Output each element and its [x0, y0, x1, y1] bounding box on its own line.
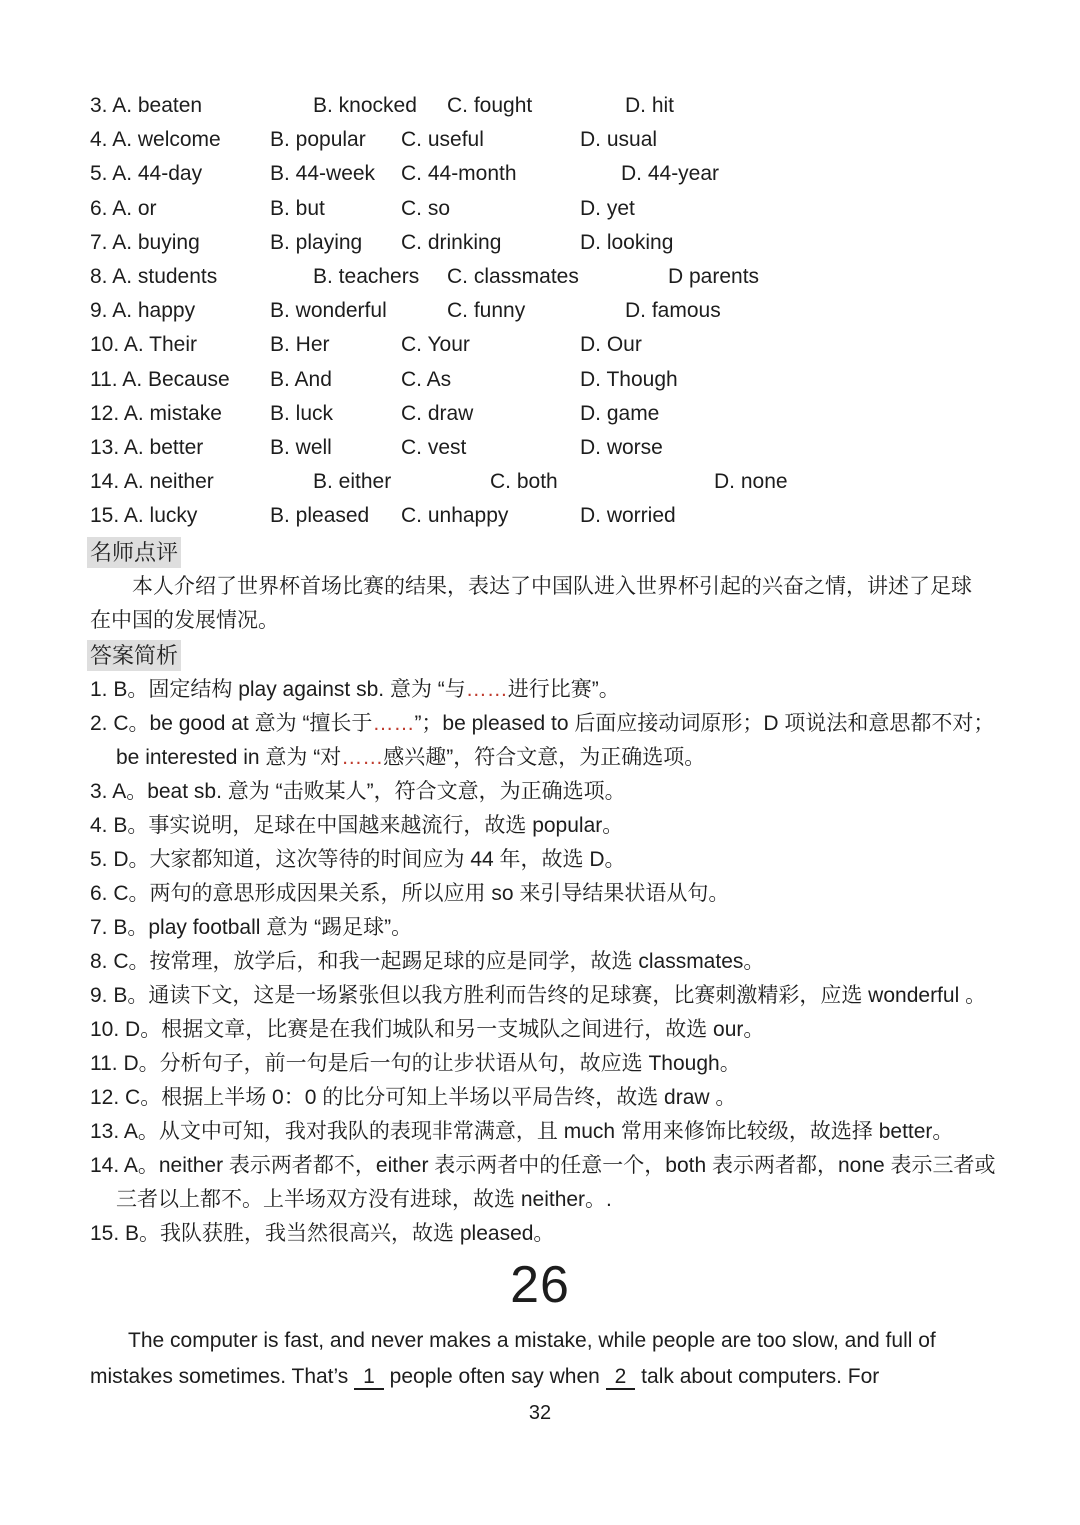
- section-title-teacher-review: 名师点评: [87, 537, 181, 568]
- text-segment: 6. C。两句的意思形成因果关系，所以应用 so 来引导结果状语从句。: [90, 882, 730, 906]
- text-segment: ”；be pleased to 后面应接动词原形；D 项说法和意思都不对；be interested in 意为 “对: [116, 712, 995, 770]
- text-segment: 10. D。根据文章，比赛是在我们城队和另一支城队之间进行，故选 our。: [90, 1018, 765, 1042]
- option-cell-d: D. worse: [580, 435, 663, 459]
- text-segment: people often say when: [383, 1365, 606, 1389]
- analysis-list: [90, 673, 996, 1251]
- option-row: [90, 499, 990, 533]
- option-row: [90, 294, 990, 328]
- option-cell-a: 5. A. 44-day: [90, 162, 203, 186]
- text-segment: The computer is fast, and never makes a mistake, while people are too slow, and full of mistakes sometimes. That’s: [90, 1329, 936, 1389]
- option-cell-a: 9. A. happy: [90, 299, 196, 323]
- analysis-item: [90, 775, 1016, 809]
- text-segment: talk about computers. For: [635, 1365, 880, 1389]
- option-cell-b: B. 44-week: [270, 162, 376, 186]
- text-segment: 9. B。通读下文，这是一场紧张但以我方胜利而告终的足球赛，比赛刺激精彩，应选 wonderful 。: [90, 984, 987, 1008]
- option-cell-c: C. useful: [401, 128, 484, 152]
- blank-number: 1: [354, 1365, 384, 1390]
- option-row: [90, 363, 990, 397]
- text-segment: 进行比赛”。: [507, 678, 620, 702]
- option-cell-b: B. popular: [270, 128, 366, 152]
- option-cell-a: 8. A. students: [90, 264, 218, 288]
- analysis-item: [90, 707, 1016, 775]
- option-row: [90, 465, 990, 499]
- option-cell-b: B. wonderful: [270, 299, 387, 323]
- analysis-item: [90, 911, 1016, 945]
- analysis-item: [90, 843, 1016, 877]
- option-row: [90, 260, 990, 294]
- text-segment: 12. C。根据上半场 0：0 的比分可知上半场以平局告终，故选 draw 。: [90, 1086, 737, 1110]
- text-segment: 1. B。固定结构 play against sb. 意为 “与: [90, 678, 466, 702]
- analysis-item: [90, 809, 1016, 843]
- option-cell-d: D. 44-year: [621, 162, 720, 186]
- option-cell-b: B. pleased: [270, 504, 370, 528]
- option-cell-a: 3. A. beaten: [90, 94, 203, 117]
- option-row: [90, 397, 990, 431]
- passage-number-heading: 26: [510, 1256, 570, 1315]
- option-cell-c: C. unhappy: [401, 504, 509, 528]
- option-cell-b: B. And: [270, 367, 332, 391]
- option-cell-d: D. none: [714, 470, 788, 494]
- option-cell-b: B. either: [313, 470, 392, 494]
- text-segment: 14. A。neither 表示两者都不，either 表示两者中的任意一个，both 表示两者都，none 表示三者或三者以上都不。上半场双方没有进球，故选 neither。.: [90, 1154, 996, 1212]
- option-cell-c: C. fought: [447, 94, 533, 117]
- text-segment: 15. B。我队获胜，我当然很高兴，故选 pleased。: [90, 1222, 555, 1246]
- text-segment: 2. C。be good at 意为 “擅长于: [90, 712, 373, 736]
- option-row: [90, 328, 990, 362]
- option-row: [90, 226, 990, 260]
- analysis-item: [90, 877, 1016, 911]
- text-segment: 11. D。分析句子，前一句是后一句的让步状语从句，故应选 Though。: [90, 1052, 741, 1076]
- option-cell-a: 15. A. lucky: [90, 504, 198, 528]
- analysis-item: [90, 1013, 1016, 1047]
- option-cell-c: C. vest: [401, 435, 467, 459]
- option-cell-a: 13. A. better: [90, 435, 204, 459]
- option-cell-b: B. well: [270, 435, 332, 459]
- option-cell-c: C. Your: [401, 333, 470, 357]
- option-cell-b: B. but: [270, 196, 325, 220]
- option-row: [90, 89, 990, 123]
- option-cell-d: D. famous: [625, 299, 721, 323]
- analysis-item: [90, 1081, 1016, 1115]
- text-segment: 13. A。从文中可知，我对我队的表现非常满意，且 much 常用来修饰比较级，故选择 better。: [90, 1120, 954, 1144]
- option-cell-d: D parents: [668, 264, 760, 288]
- option-cell-d: D. looking: [580, 230, 674, 254]
- analysis-item: [90, 673, 1016, 707]
- passage-paragraph: [90, 1323, 990, 1395]
- option-cell-a: 6. A. or: [90, 196, 157, 220]
- option-cell-d: D. usual: [580, 128, 658, 152]
- option-cell-c: C. funny: [447, 299, 526, 323]
- blank-number: 2: [606, 1365, 636, 1390]
- analysis-item: [90, 1149, 1016, 1217]
- option-cell-b: B. knocked: [313, 94, 417, 117]
- option-cell-b: B. luck: [270, 401, 334, 425]
- analysis-item: [90, 1115, 1016, 1149]
- teacher-review-text: 本人介绍了世界杯首场比赛的结果，表达了中国队进入世界杯引起的兴奋之情，讲述了足球在中国的发展情况。: [90, 575, 972, 633]
- red-ellipsis: ……: [341, 746, 384, 770]
- option-cell-b: B. teachers: [313, 264, 420, 288]
- option-cell-c: C. classmates: [447, 264, 579, 288]
- option-cell-a: 4. A. welcome: [90, 128, 221, 152]
- option-row: [90, 123, 990, 157]
- analysis-item: [90, 945, 1016, 979]
- options-table: [90, 89, 990, 533]
- option-row: [90, 157, 990, 191]
- option-cell-a: 10. A. Their: [90, 333, 198, 357]
- page-number: 32: [528, 1402, 552, 1425]
- option-cell-d: D. Though: [580, 367, 678, 391]
- option-cell-a: 11. A. Because: [90, 367, 230, 391]
- option-cell-b: B. playing: [270, 230, 363, 254]
- option-cell-c: C. drinking: [401, 230, 502, 254]
- text-segment: 3. A。beat sb. 意为 “击败某人”，符合文意，为正确选项。: [90, 780, 626, 804]
- option-cell-d: D. yet: [580, 196, 635, 220]
- analysis-item: [90, 1217, 1016, 1251]
- option-cell-c: C. so: [401, 196, 451, 220]
- option-cell-a: 14. A. neither: [90, 470, 214, 494]
- red-ellipsis: ……: [372, 712, 415, 736]
- option-cell-a: 7. A. buying: [90, 230, 200, 254]
- text-segment: 感兴趣”，符合文意，为正确选项。: [383, 746, 706, 770]
- option-row: [90, 431, 990, 465]
- analysis-item: [90, 1047, 1016, 1081]
- red-ellipsis: ……: [465, 678, 508, 702]
- option-cell-c: C. As: [401, 367, 452, 391]
- option-cell-c: C. both: [490, 470, 558, 494]
- option-cell-d: D. worried: [580, 504, 676, 528]
- option-row: [90, 192, 990, 226]
- option-cell-d: D. hit: [625, 94, 675, 117]
- text-segment: 8. C。按常理，放学后，和我一起踢足球的应是同学，故选 classmates。: [90, 950, 765, 974]
- text-segment: 7. B。play football 意为 “踢足球”。: [90, 916, 413, 940]
- option-cell-c: C. draw: [401, 401, 474, 425]
- option-cell-d: D. game: [580, 401, 660, 425]
- option-cell-a: 12. A. mistake: [90, 401, 222, 425]
- analysis-item: [90, 979, 1016, 1013]
- option-cell-d: D. Our: [580, 333, 642, 357]
- option-cell-c: C. 44-month: [401, 162, 517, 186]
- text-segment: 5. D。大家都知道，这次等待的时间应为 44 年，故选 D。: [90, 848, 626, 872]
- option-cell-b: B. Her: [270, 333, 330, 357]
- section-title-answer-analysis: 答案简析: [87, 640, 181, 671]
- text-segment: 4. B。事实说明，足球在中国越来越流行，故选 popular。: [90, 814, 624, 838]
